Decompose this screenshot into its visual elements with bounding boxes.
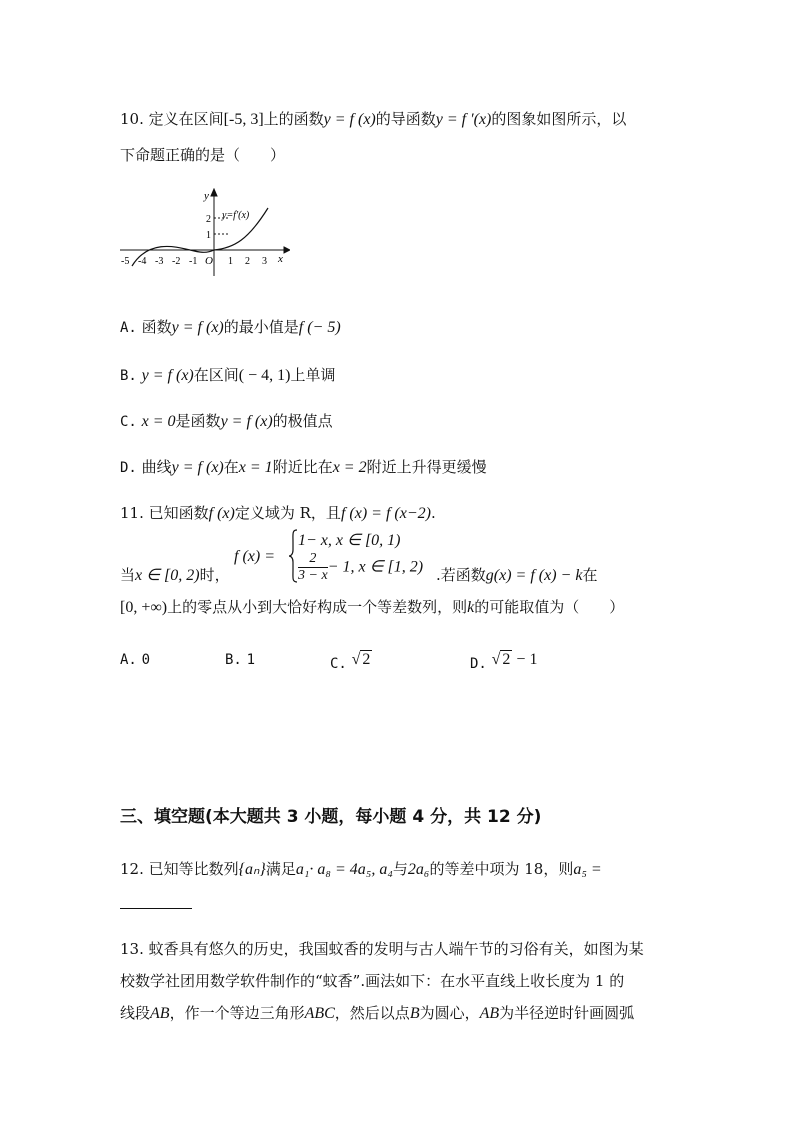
q11-option-c: C. √ 2 bbox=[330, 651, 371, 672]
q13-line2: 校数学社团用数学软件制作的“蚊香”.画法如下：在水平直线上收长度为 1 的 bbox=[120, 972, 625, 990]
q10-interval: [-5, 3] bbox=[223, 111, 264, 128]
x-tick-label: -2 bbox=[172, 256, 181, 267]
x-axis-arrow bbox=[284, 247, 290, 253]
q11-number: 11. bbox=[120, 504, 144, 522]
y-axis-label: y bbox=[204, 190, 209, 202]
x-tick-label: -4 bbox=[138, 256, 147, 267]
x-tick-label: -1 bbox=[189, 256, 198, 267]
section-title: 三、填空题(本大题共 3 小题，每小题 4 分，共 12 分) bbox=[120, 807, 542, 827]
derivative-graph bbox=[118, 188, 290, 278]
piecewise-brace bbox=[288, 528, 298, 584]
q11-line1: 11. 已知函数f (x)定义域为 R，且f (x) = f (x−2). bbox=[120, 504, 436, 522]
sqrt-symbol: √ 2 bbox=[351, 651, 371, 668]
q10-line2: 下命题正确的是（ ） bbox=[120, 146, 286, 164]
piecewise-case2: $\frac{2}{3 - x}$ − 1, x ∈ [1, 2) bbox=[298, 551, 424, 583]
y-tick-label: 2 bbox=[206, 214, 211, 225]
q11-line3: [0, +∞)上的零点从小到大恰好构成一个等差数列，则k的可能取值为（ ） bbox=[120, 598, 625, 616]
piecewise-case1: 1− x, x ∈ [0, 1) bbox=[298, 532, 401, 549]
q10-line1: 10. 定义在区间[-5, 3]上的函数y = f (x)的导函数y = f ′(x)的图象如图所示，以 bbox=[120, 110, 627, 128]
q10-option-c: C. x = 0是函数y = f (x)的极值点 bbox=[120, 412, 333, 430]
q10-option-b: B. y = f (x)在区间( − 4, 1)上单调 bbox=[120, 366, 336, 384]
q11-option-d: D. √ 2 − 1 bbox=[470, 651, 538, 672]
q12-line1: 12. 已知等比数列{aₙ}满足a₁· a₈ = 4a₅, a₄与2a₆的等差中项为 18，则a₅ = bbox=[120, 860, 602, 878]
q13-line1: 13. 蚊香具有悠久的历史，我国蚊香的发明与古人端午节的习俗有关，如图为某 bbox=[120, 940, 644, 958]
y-axis-arrow bbox=[211, 189, 217, 196]
q10-option-a: A. 函数y = f (x)的最小值是f (− 5) bbox=[120, 318, 341, 336]
q11-line2-tail: .若函数g(x) = f (x) − k在 bbox=[436, 566, 598, 584]
y-tick-label: 1 bbox=[206, 230, 211, 241]
x-tick-label: -5 bbox=[121, 256, 130, 267]
q13-number: 13. bbox=[120, 940, 144, 958]
x-tick-label: 2 bbox=[245, 256, 250, 267]
x-tick-label: 1 bbox=[228, 256, 233, 267]
sqrt-symbol: √ 2 bbox=[491, 651, 511, 668]
q11-line2: 当x ∈ [0, 2)时， bbox=[120, 566, 230, 584]
q10-option-d: D. 曲线y = f (x)在x = 1附近比在x = 2附近上升得更缓慢 bbox=[120, 458, 487, 476]
q10-number: 10. bbox=[120, 110, 144, 128]
piecewise-lhs: f (x) = bbox=[234, 548, 275, 565]
x-tick-label: 3 bbox=[262, 256, 267, 267]
x-tick-label: -3 bbox=[155, 256, 164, 267]
q10-func: y = f (x) bbox=[323, 111, 376, 128]
q13-line3: 线段AB，作一个等边三角形ABC，然后以点B为圆心，AB为半径逆时针画圆弧 bbox=[120, 1004, 635, 1022]
q11-option-a: A. 0 bbox=[120, 652, 151, 668]
q10-deriv: y = f ′(x) bbox=[435, 111, 492, 128]
answer-blank bbox=[120, 908, 192, 909]
curve-label: y=f′(x) bbox=[222, 210, 250, 221]
x-axis-label: x bbox=[278, 253, 283, 265]
q12-number: 12. bbox=[120, 860, 144, 878]
origin-label: O bbox=[205, 255, 213, 267]
q11-option-b: B. 1 bbox=[225, 652, 256, 668]
